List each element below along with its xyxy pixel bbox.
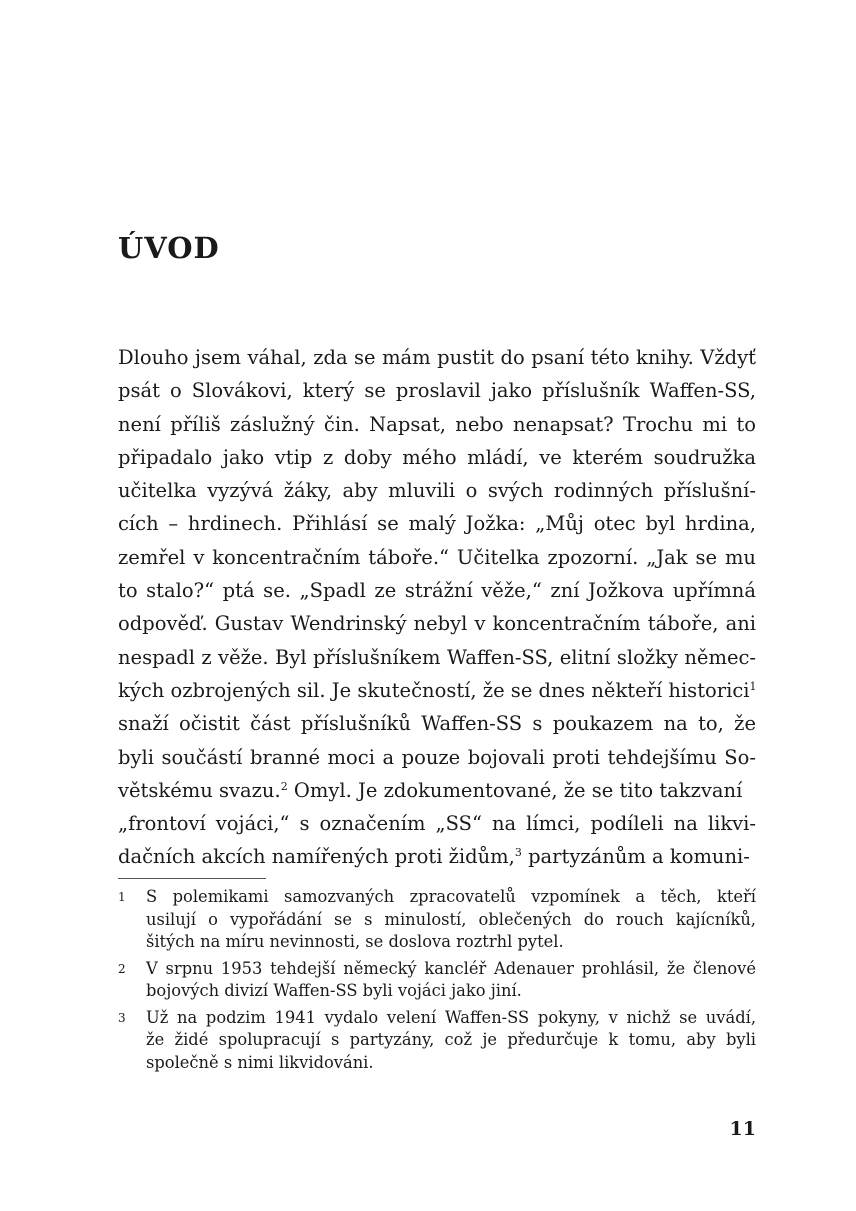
- footnote: [118, 958, 756, 1003]
- body-line-text: větskému svazu.: [118, 778, 281, 802]
- body-line: [118, 807, 756, 840]
- footnote-reference: 3: [514, 846, 522, 860]
- footnote-line: že židé spolupracují s partyzány, což je předurčuje k tomu, aby byli: [146, 1030, 756, 1049]
- body-line: [118, 341, 756, 374]
- body-line: [118, 774, 756, 807]
- body-line-text: dačních akcích namířených proti židům,: [118, 845, 515, 869]
- body-line-text: Dlouho jsem váhal, zda se mám pustit do psaní této knihy. Vždyť: [118, 346, 756, 369]
- footnote-line: S polemikami samozvaných zpracovatelů vzpomínek a těch, kteří: [146, 887, 756, 906]
- footnote-number: 1: [118, 890, 126, 904]
- footnote-number: 2: [118, 961, 126, 976]
- chapter-title: ÚVOD: [118, 231, 220, 265]
- footnote-line: usilují o vypořádání se s minulostí, oblečených do rouch kajícníků,: [146, 909, 756, 929]
- footnote: [118, 886, 756, 954]
- body-line-text: snaží očistit část příslušníků Waffen-SS s poukazem na to, že: [118, 712, 756, 736]
- page-number: 11: [729, 1118, 756, 1140]
- footnote-line: bojových divizí Waffen-SS byli vojáci jako jiní.: [146, 981, 522, 1000]
- body-line: [118, 507, 756, 540]
- footnote-line: šitých na míru nevinnosti, se doslova roztrhl pytel.: [146, 932, 564, 951]
- body-line: [118, 408, 756, 441]
- body-line: [118, 741, 756, 774]
- footnote-separator: [118, 878, 266, 879]
- body-line: [118, 541, 756, 574]
- body-line: [118, 574, 756, 607]
- body-line-continuation: Omyl. Je zdokumentované, že se tito takzvaní: [287, 778, 743, 802]
- body-text: [118, 341, 756, 874]
- footnote-text: [146, 1007, 756, 1075]
- footnote-reference: 2: [280, 779, 288, 793]
- body-line: [118, 840, 756, 873]
- body-line: [118, 374, 756, 407]
- footnote-text: [146, 886, 756, 954]
- body-line-text: připadalo jako vtip z doby mého mládí, ve kterém soudružka: [118, 445, 756, 469]
- body-line: [118, 474, 756, 507]
- body-line-text: není příliš záslužný čin. Napsat, nebo nenapsat? Trochu mi to: [118, 412, 756, 436]
- body-line-text: odpověď. Gustav Wendrinský nebyl v koncentračním táboře, ani: [118, 612, 756, 636]
- footnote-number: 3: [118, 1010, 126, 1025]
- body-line: [118, 441, 756, 474]
- body-line-text: „frontoví vojáci,“ s označením „SS“ na límci, podíleli na likvi-: [118, 812, 756, 836]
- footnotes: [118, 886, 756, 1078]
- body-line: [118, 707, 756, 740]
- body-line: [118, 674, 756, 707]
- body-line: [118, 607, 756, 640]
- footnote-text: [146, 958, 756, 1003]
- body-line-text: nespadl z věže. Byl příslušníkem Waffen-SS, elitní složky němec-: [118, 645, 756, 669]
- body-line: [118, 641, 756, 674]
- body-line-text: zemřel v koncentračním táboře.“ Učitelka zpozorní. „Jak se mu: [118, 545, 756, 569]
- footnote-line: Už na podzim 1941 vydalo velení Waffen-SS pokyny, v nichž se uvádí,: [146, 1007, 756, 1027]
- body-line-text: učitelka vyzývá žáky, aby mluvili o svých rodinných příslušní-: [118, 479, 756, 503]
- body-line-text: cích – hrdinech. Přihlásí se malý Jožka: „Můj otec byl hrdina,: [118, 512, 756, 536]
- footnote: [118, 1007, 756, 1075]
- body-line-text: psát o Slovákovi, který se proslavil jako příslušník Waffen-SS,: [118, 379, 756, 403]
- body-line-text: byli součástí branné moci a pouze bojovali proti tehdejšímu So-: [118, 745, 756, 769]
- body-line-text: to stalo?“ ptá se. „Spadl ze strážní věže,“ zní Jožkova upřímná: [118, 579, 756, 603]
- body-line-continuation: partyzánům a komuni-: [521, 845, 750, 869]
- body-line-text: kých ozbrojených sil. Je skutečností, že se dnes někteří historici: [118, 678, 750, 702]
- footnote-line: V srpnu 1953 tehdejší německý kancléř Adenauer prohlásil, že členové: [146, 958, 756, 978]
- footnote-reference: 1: [749, 679, 757, 693]
- footnote-line: společně s nimi likvidováni.: [146, 1052, 374, 1072]
